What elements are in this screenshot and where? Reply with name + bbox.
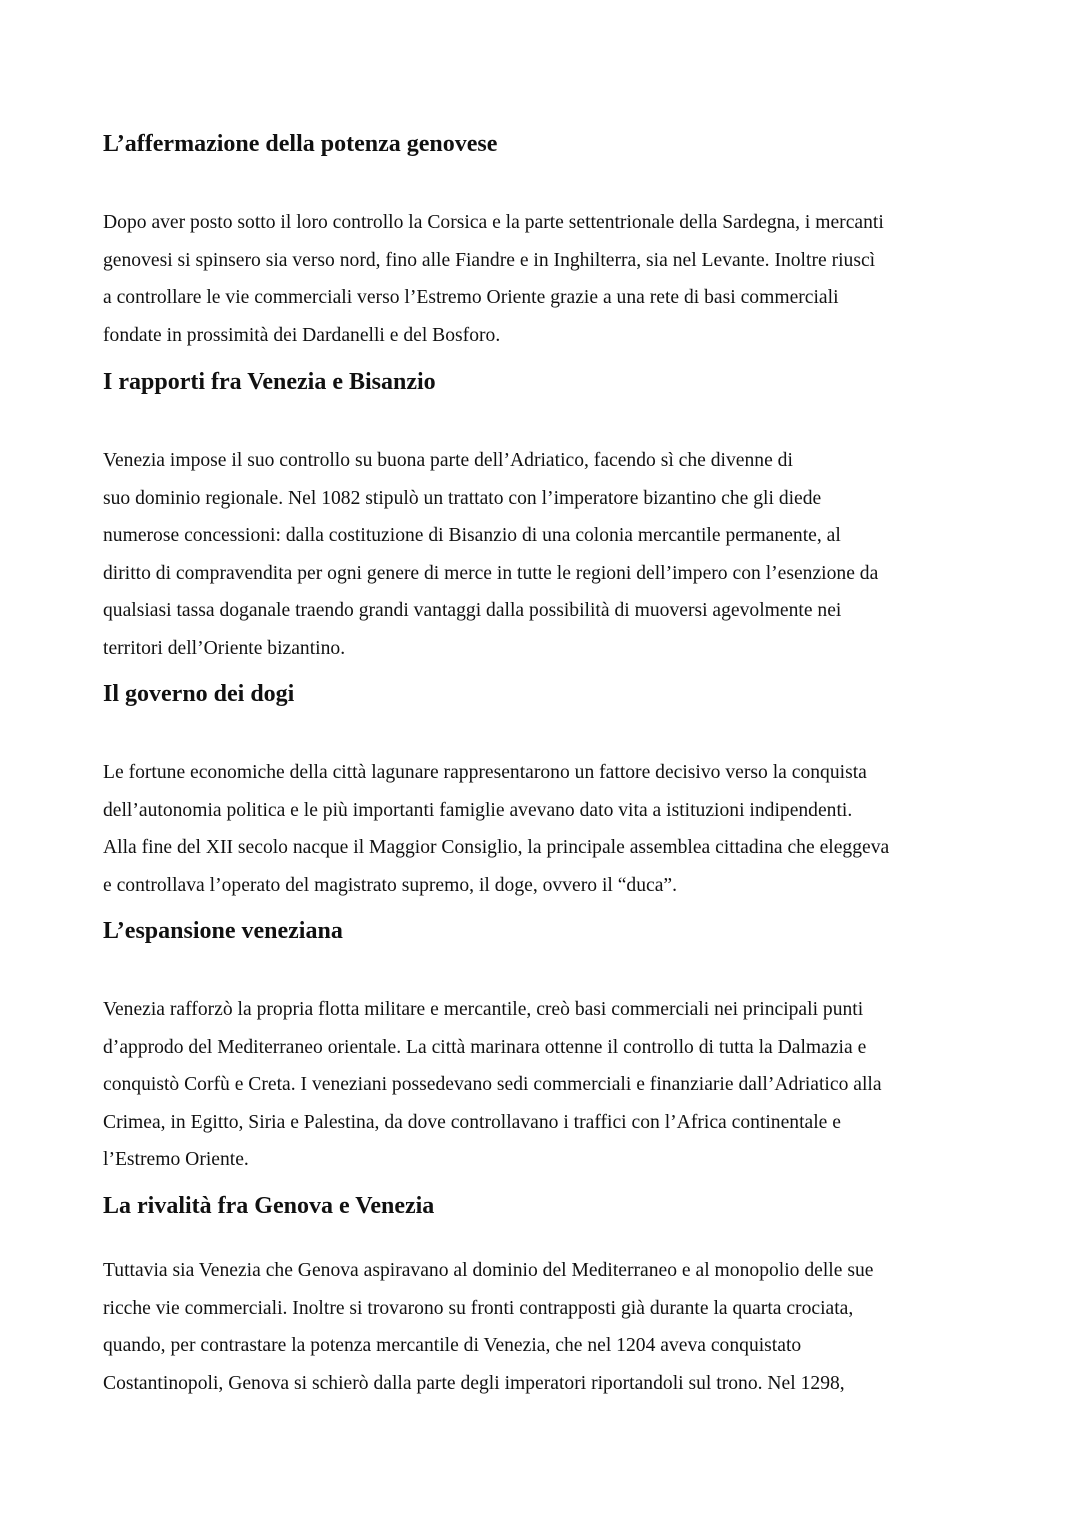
paragraph-line: ricche vie commerciali. Inoltre si trovarono su fronti contrapposti già durante la quarta crociata, [103, 1297, 854, 1319]
section-venice-byzantium [103, 367, 1003, 668]
paragraph-line: territori dell’Oriente bizantino. [103, 637, 346, 659]
paragraph-line: Alla fine del XII secolo nacque il Maggior Consiglio, la principale assemblea cittadina che eleggeva [103, 837, 890, 859]
section-venetian-expansion [103, 916, 1003, 1179]
paragraph-line: genovesi si spinsero sia verso nord, fino alle Fiandre e in Inghilterra, sia nel Levante. Inoltre riuscì [103, 249, 876, 271]
paragraph-line: Costantinopoli, Genova si schierò dalla parte degli imperatori riportandoli sul trono. Nel 1298, [103, 1372, 845, 1394]
section-doges-government [103, 679, 1003, 904]
section-genoa-venice-rivalry [103, 1191, 1003, 1402]
paragraph-line: Dopo aver posto sotto il loro controllo la Corsica e la parte settentrionale della Sardegna, i mercanti [103, 212, 884, 233]
paragraph-line: Venezia rafforzò la propria flotta militare e mercantile, creò basi commerciali nei principali punti [103, 999, 864, 1020]
section-paragraph [103, 442, 1003, 668]
paragraph-line: numerose concessioni: dalla costituzione di Bisanzio di una colonia mercantile permanente, al [103, 525, 841, 547]
paragraph-line: dell’autonomia politica e le più importanti famiglie avevano dato vita a istituzioni indipendenti. [103, 799, 853, 821]
section-heading: I rapporti fra Venezia e Bisanzio [103, 369, 436, 395]
section-genoa-power [103, 129, 1003, 354]
section-paragraph [103, 991, 1003, 1179]
section-heading: La rivalità fra Genova e Venezia [103, 1193, 435, 1219]
paragraph-line: conquistò Corfù e Creta. I veneziani possedevano sedi commerciali e finanziarie dall’Adriatico alla [103, 1074, 882, 1096]
paragraph-line: fondate in prossimità dei Dardanelli e del Bosforo. [103, 324, 501, 346]
paragraph-line: Le fortune economiche della città lagunare rappresentarono un fattore decisivo verso la conquista [103, 762, 867, 783]
section-paragraph [103, 754, 1003, 904]
paragraph-line: Crimea, in Egitto, Siria e Palestina, da dove controllavano i traffici con l’Africa continentale e [103, 1111, 841, 1133]
section-paragraph [103, 204, 1003, 354]
paragraph-line: diritto di compravendita per ogni genere di merce in tutte le regioni dell’impero con l’esenzione da [103, 562, 879, 584]
paragraph-line: d’approdo del Mediterraneo orientale. La città marinara ottenne il controllo di tutta la Dalmazia e [103, 1036, 867, 1058]
paragraph-line: suo dominio regionale. Nel 1082 stipulò un trattato con l’imperatore bizantino che gli diede [103, 487, 822, 509]
paragraph-line: quando, per contrastare la potenza mercantile di Venezia, che nel 1204 aveva conquistato [103, 1335, 802, 1357]
section-heading: Il governo dei dogi [103, 681, 295, 707]
section-paragraph [103, 1252, 1003, 1402]
section-heading: L’affermazione della potenza genovese [103, 131, 498, 157]
paragraph-line: l’Estremo Oriente. [103, 1149, 249, 1171]
section-heading: L’espansione veneziana [103, 918, 343, 944]
paragraph-line: e controllava l’operato del magistrato supremo, il doge, ovvero il “duca”. [103, 874, 678, 896]
paragraph-line: Venezia impose il suo controllo su buona parte dell’Adriatico, facendo sì che divenne di [103, 450, 793, 471]
paragraph-line: Tuttavia sia Venezia che Genova aspiravano al dominio del Mediterraneo e al monopolio delle sue [103, 1260, 874, 1281]
paragraph-line: qualsiasi tassa doganale traendo grandi vantaggi dalla possibilità di muoversi agevolmente nei [103, 600, 842, 622]
paragraph-line: a controllare le vie commerciali verso l’Estremo Oriente grazie a una rete di basi commerciali [103, 287, 839, 309]
